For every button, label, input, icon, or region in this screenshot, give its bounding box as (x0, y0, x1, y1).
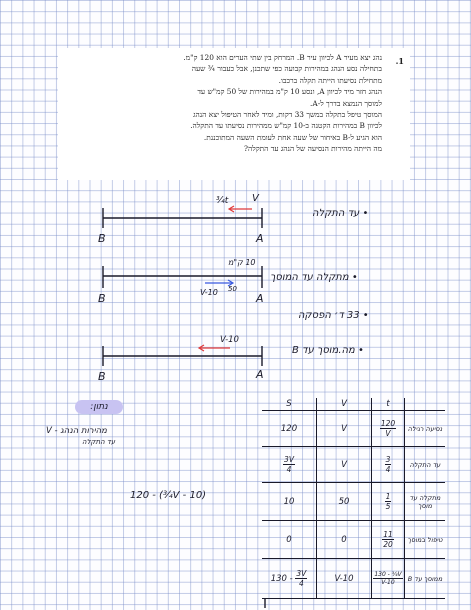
cell-v: V-10 (317, 559, 372, 599)
cell-v: 0 (317, 521, 372, 559)
cell-t (372, 447, 405, 483)
table-row (262, 483, 445, 521)
header-s: S (262, 398, 317, 411)
label-v-minus-10-2: V-10 (200, 288, 218, 297)
problem-line: הנהג חזר מיד לכיוון A, ונסע 10 ק"מ במהירות של 50 קמ"ש עד (197, 87, 382, 97)
t-numerator: 1 (385, 492, 391, 501)
cell-s (262, 559, 317, 599)
label-a-1: A (256, 232, 264, 245)
problem-line: לכיוון B במהירות הקטנה ב-10 קמ"ש ממהירות נסיעתו עד התקלה. (190, 121, 382, 131)
arrow-red-2 (199, 345, 230, 351)
label-a-3: A (256, 368, 264, 381)
header-v: V (317, 398, 372, 411)
s-numerator: 3V (284, 455, 294, 464)
t-denominator: 4 (385, 465, 391, 474)
problem-line: נהג יצא מעיר A לכיוון עיר B. המרחק בין שתי הערים הוא 120 ק"מ. (183, 53, 382, 62)
row-label: מתקלה עד מוסך (405, 483, 446, 521)
cell-v: V (317, 447, 372, 483)
note-until-fault: • עד התקלה (312, 208, 369, 219)
cell-t (372, 483, 405, 521)
header-t: t (372, 398, 405, 411)
s-prefix: 130 - (270, 574, 293, 584)
row-label: ממוסך עד B (405, 559, 446, 599)
expression-120: 120 - (¾V - 10) (130, 490, 207, 501)
cell-s: 0 (262, 521, 317, 559)
label-b-1: B (98, 232, 106, 245)
t-numerator: 11 (383, 530, 393, 539)
cell-v: 50 (317, 483, 372, 521)
label-a-2: A (256, 292, 264, 305)
note-garage-to-b: • מה.מוסך עד B (292, 345, 364, 356)
problem-line: המוסך טיפל בתקלה במשך 33 דקות, ומיד לאחר הטיפול יצא הנהג (193, 110, 382, 120)
table-row (262, 559, 445, 599)
table-row (262, 411, 445, 447)
problem-line: הוא הגיע ל-B באיחור של שעה אחת לעומת השעה המתוכננת. (203, 132, 382, 142)
t-numerator: 120 (380, 419, 396, 428)
note-fault-to-garage: • מתקלה עד המוסך (270, 272, 358, 283)
label-fraction-t: ¾t (216, 196, 229, 206)
label-50: 50 (228, 285, 237, 293)
arrow-red-1 (229, 206, 252, 212)
problem-line: בתחילה נסע הנהג במהירות קבועה כפי שתכנן, אבל כעבור ¾ שעה (191, 64, 382, 74)
label-b-3: B (98, 370, 106, 383)
label-speed-1: V (252, 193, 259, 204)
row-label: נסיעה רגילה (405, 411, 446, 447)
s-denominator: 4 (286, 465, 292, 474)
problem-number: 1. (395, 56, 404, 66)
label-b-2: B (98, 292, 106, 305)
header-label (405, 398, 446, 411)
t-denominator: V (385, 429, 391, 438)
cell-t (372, 411, 405, 447)
problem-line: למוסך הנמצא בדרך ל-A. (310, 98, 382, 108)
problem-line: מתחילת נסיעתו הייתה תקלה ברכבו. (278, 75, 382, 85)
table-row (262, 521, 445, 559)
cell-t (372, 521, 405, 559)
cell-v: V (317, 411, 372, 447)
t-denominator: 5 (385, 502, 391, 511)
t-denominator: 20 (383, 540, 393, 549)
table-header-row (262, 398, 445, 411)
s-denominator: 4 (298, 579, 304, 588)
note-break: • 33 ד׳ הפסקה (298, 310, 369, 321)
given-note-line2: עד התקלה (82, 438, 116, 446)
motion-table (262, 398, 445, 599)
table-row (262, 447, 445, 483)
cell-s (262, 447, 317, 483)
given-note-line1: מהירות הנהג - V (46, 426, 107, 436)
t-numerator: 3 (385, 455, 391, 464)
problem-line: מה הייתה מהירות הנסיעה של הנהג עד התקלה? (244, 144, 382, 154)
s-numerator: 3V (296, 569, 307, 578)
given-badge: נתון: (75, 400, 123, 414)
row-label: טיפול במוסך (405, 521, 446, 559)
row-label: עד התקלה (405, 447, 446, 483)
label-10km: 10 ק"מ (228, 258, 256, 267)
label-v-minus-10-3: V-10 (220, 335, 239, 345)
cell-s: 120 (262, 411, 317, 447)
cell-t (372, 559, 405, 599)
t-numerator: 130 - ¾V (374, 571, 402, 578)
t-denominator: V-10 (381, 579, 395, 586)
cell-s: 10 (262, 483, 317, 521)
